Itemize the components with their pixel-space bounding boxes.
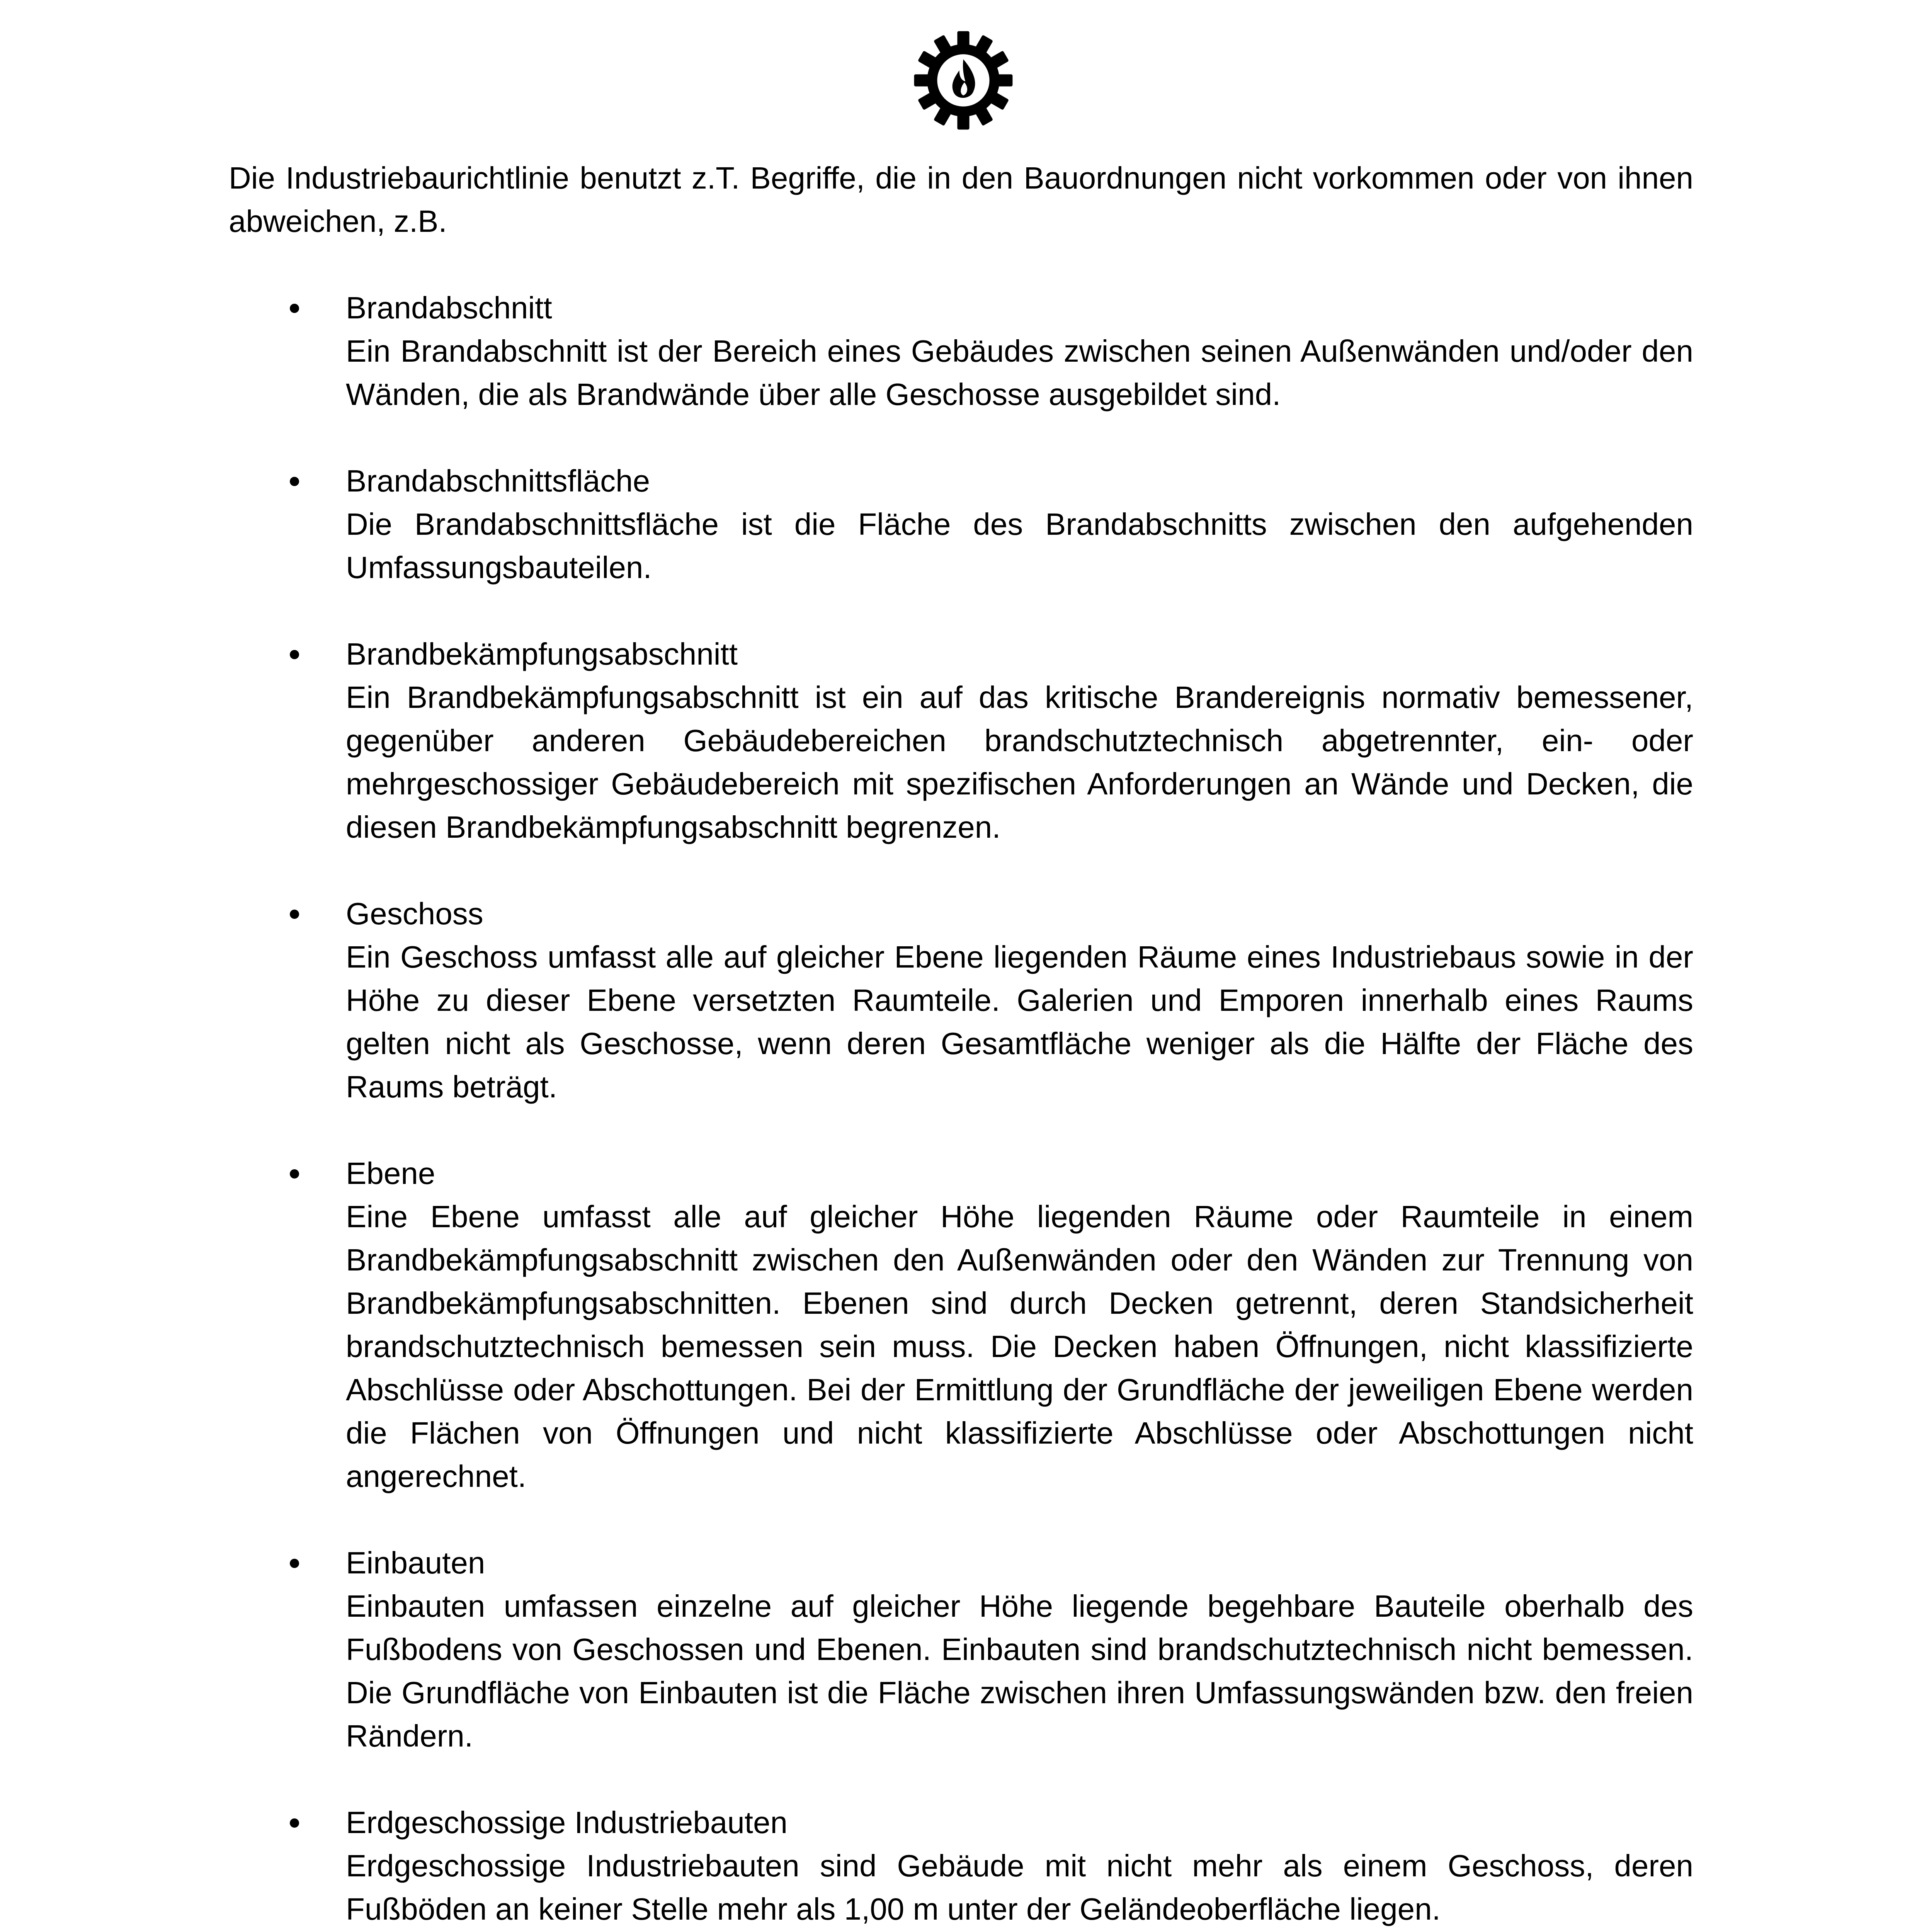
definition-item — [229, 286, 1693, 416]
definition-term: Einbauten — [346, 1546, 485, 1580]
bullet-icon — [290, 650, 299, 659]
definition-text: Ein Brandbekämpfungsabschnitt ist ein auf das kritische Brandereignis normativ bemessener, gegenüber anderen Gebäudebereichen brandschutztechnisch abgetrennter, ein- oder mehrgeschossiger Gebäudebereich mit spezifischen Anforderungen an Wände und Decken, die diesen Brandbekämpfungsabschnitt begrenzen. — [346, 680, 1693, 844]
definition-text: Ein Brandabschnitt ist der Bereich eines Gebäudes zwischen seinen Außenwänden und/oder den Wänden, die als Brandwände über alle Geschosse ausgebildet sind. — [346, 334, 1693, 412]
definition-item — [229, 633, 1693, 849]
bullet-icon — [290, 1818, 299, 1828]
bullet-icon — [290, 1559, 299, 1568]
document-body — [229, 156, 1693, 1932]
definition-item — [229, 892, 1693, 1109]
definition-list — [229, 286, 1693, 1932]
bullet-icon — [290, 910, 299, 919]
definition-text: Einbauten umfassen einzelne auf gleicher Höhe liegende begehbare Bauteile oberhalb des Fußbodens von Geschossen und Ebenen. Einbauten sind brandschutztechnisch nicht bemessen. Die Grundfläche von Einbauten ist die Fläche zwischen ihren Umfassungswänden bzw. den freien Rändern. — [346, 1589, 1693, 1753]
definition-text: Eine Ebene umfasst alle auf gleicher Höhe liegenden Räume oder Raumteile in einem Brandbekämpfungsabschnitt zwischen den Außenwänden oder den Wänden zur Trennung von Brandbekämpfungsabschnitten. Ebenen sind durch Decken getrennt, deren Standsicherheit brandschutztechnisch bemessen sein muss. Die Decken haben Öffnungen, nicht klassifizierte Abschlüsse oder Abschottungen. Bei der Ermittlung der Grundfläche der jeweiligen Ebene werden die Flächen von Öffnungen und nicht klassifizierte Abschlüsse oder Abschottungen nicht angerechnet. — [346, 1199, 1693, 1493]
definition-item — [229, 1152, 1693, 1498]
intro-paragraph: Die Industriebaurichtlinie benutzt z.T. Begriffe, die in den Bauordnungen nicht vorkommen oder von ihnen abweichen, z.B. — [229, 161, 1693, 238]
definition-term: Erdgeschossige Industriebauten — [346, 1805, 788, 1840]
definition-text: Die Brandabschnittsfläche ist die Fläche des Brandabschnitts zwischen den aufgehenden Umfassungsbauteilen. — [346, 507, 1693, 585]
definition-item — [229, 459, 1693, 589]
definition-text: Erdgeschossige Industriebauten sind Gebäude mit nicht mehr als einem Geschoss, deren Fußböden an keiner Stelle mehr als 1,00 m unter der Geländeoberfläche liegen. — [346, 1849, 1693, 1926]
definition-term: Geschoss — [346, 896, 483, 931]
definition-term: Brandabschnittsfläche — [346, 464, 650, 498]
definition-text: Ein Geschoss umfasst alle auf gleicher Ebene liegenden Räume eines Industriebaus sowie in der Höhe zu dieser Ebene versetzten Raumteile. Galerien und Emporen innerhalb eines Raums gelten nicht als Geschosse, wenn deren Gesamtfläche weniger als die Hälfte der Fläche des Raums beträgt. — [346, 940, 1693, 1104]
bullet-icon — [290, 1169, 299, 1179]
bullet-icon — [290, 304, 299, 313]
bullet-icon — [290, 477, 299, 486]
gear-flame-logo-icon — [913, 30, 1014, 131]
definition-item — [229, 1801, 1693, 1931]
definition-item — [229, 1541, 1693, 1758]
definition-term: Ebene — [346, 1156, 435, 1190]
definition-term: Brandabschnitt — [346, 291, 552, 325]
definition-term: Brandbekämpfungsabschnitt — [346, 637, 738, 671]
